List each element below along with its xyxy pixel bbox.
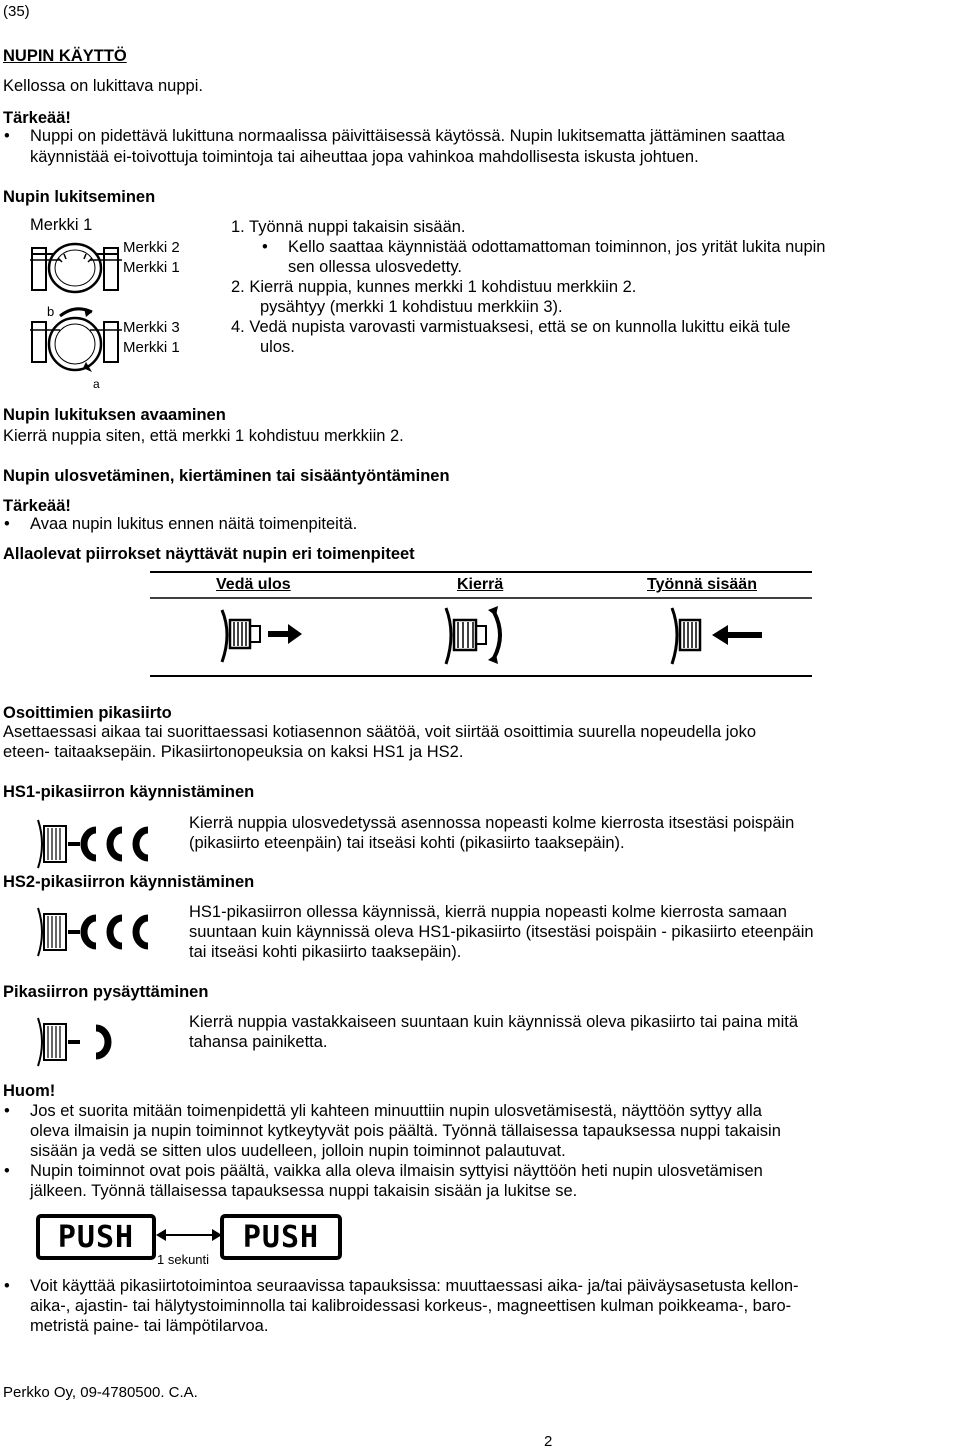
hs1-line-1: Kierrä nuppia ulosvedetyssä asennossa nopeasti kolme kierrosta itsestäsi poispäin [189, 814, 795, 832]
lock-step-1-note-cont: sen ollessa ulosvedetty. [288, 258, 462, 276]
fig-letter-a: a [93, 377, 100, 391]
crown-figure-2 [30, 300, 122, 380]
hs2-line-3: tai itseäsi kohti pikasiirto taaksepäin). [189, 943, 462, 961]
note-b3-l3: metristä paine- tai lämpötilarvoa. [30, 1317, 269, 1335]
diagram-heading: Allaolevat piirrokset näyttävät nupin eri toimenpiteet [3, 545, 415, 563]
pulling-heading: Nupin ulosvetäminen, kiertäminen tai sisääntyöntäminen [3, 467, 450, 485]
interval-label: 1 sekunti [157, 1252, 210, 1267]
push-indicator-left [36, 1214, 156, 1260]
interval-arrow [156, 1228, 222, 1242]
fig2-label-a: Merkki 3 [123, 319, 180, 336]
section-title: NUPIN KÄYTTÖ [3, 47, 127, 65]
mark1-label: Merkki 1 [30, 216, 93, 234]
hs2-line-2: suuntaan kuin käynnissä oleva HS1-pikasiirto (itsestäsi poispäin - pikasiirto eteenpäin [189, 923, 814, 941]
important-bullet: • Nuppi on pidettävä lukittuna normaalissa päivittäisessä käytössä. Nupin lukitsematta jättäminen saattaa [30, 126, 785, 146]
crown-figure-1 [30, 240, 122, 298]
footer-company: Perkko Oy, 09-4780500. C.A. [3, 1384, 198, 1401]
note-b1-l3: sisään ja vedä se sitten ulos uudelleen, jolloin nupin toiminnot palautuvat. [30, 1142, 566, 1160]
quick-line-2: eteen- taitaaksepäin. Pikasiirtonopeuksia on kaksi HS1 ja HS2. [3, 743, 464, 761]
note-heading: Huom! [3, 1082, 56, 1100]
page-number: 2 [544, 1433, 553, 1450]
quick-line-1: Asettaessasi aikaa tai suorittaessasi kotiasennon säätöä, voit siirtää osoittimia suurella nopeudella joko [3, 723, 757, 741]
hs2-rotate-icon [34, 904, 166, 960]
note-b3-l2: aika-, ajastin- tai hälytystoiminnolla tai kalibroidessasi korkeus-, magneettisen kulman poikkeama-, baro- [30, 1297, 792, 1315]
hs1-rotate-icon [34, 816, 166, 872]
lock-step-4-cont: ulos. [260, 338, 295, 356]
crown-rotate-icon [442, 602, 522, 668]
quick-heading: Osoittimien pikasiirto [3, 704, 172, 722]
stop-rotate-icon [34, 1014, 114, 1070]
lock-step-1: 1. Työnnä nuppi takaisin sisään. [231, 218, 466, 236]
col-rotate: Kierrä [457, 576, 504, 593]
pulling-bullet: • Avaa nupin lukitus ennen näitä toimenpiteitä. [30, 514, 357, 534]
stop-line-1: Kierrä nuppia vastakkaiseen suuntaan kuin käynnissä oleva pikasiirto tai paina mitä [189, 1013, 799, 1031]
stop-heading: Pikasiirron pysäyttäminen [3, 983, 209, 1001]
hs2-line-1: HS1-pikasiirron ollessa käynnissä, kierrä nuppia nopeasti kolme kierrosta samaan [189, 903, 787, 921]
hs1-heading: HS1-pikasiirron käynnistäminen [3, 783, 255, 801]
push-text-left: PUSH [57, 1219, 135, 1255]
col-push-in: Työnnä sisään [647, 576, 757, 593]
fig1-label-b: Merkki 1 [123, 259, 180, 276]
push-indicator-right [220, 1214, 342, 1260]
pulling-important: Tärkeää! [3, 497, 71, 515]
lock-step-1-note: • Kello saattaa käynnistää odottamattoman toiminnon, jos yrität lukita nupin [288, 237, 825, 257]
fig2-label-b: Merkki 1 [123, 339, 180, 356]
hs2-heading: HS2-pikasiirron käynnistäminen [3, 873, 255, 891]
note-b2-l1: • Nupin toiminnot ovat pois päältä, vaikka alla oleva ilmaisin syttyisi näyttöön heti nupin ulosvetämisen [30, 1161, 763, 1181]
crown-pull-icon [218, 604, 308, 666]
stop-line-2: tahansa painiketta. [189, 1033, 328, 1051]
push-text-right: PUSH [242, 1219, 320, 1255]
col-pull-out: Vedä ulos [216, 576, 291, 593]
note-b3-l1: • Voit käyttää pikasiirtotoimintoa seuraavissa tapauksissa: muuttaessasi aika- ja/tai päiväysasetusta kellon- [30, 1276, 799, 1296]
intro-text: Kellossa on lukittava nuppi. [3, 77, 203, 95]
crown-push-icon [668, 602, 768, 668]
unlocking-heading: Nupin lukituksen avaaminen [3, 406, 226, 424]
note-b1-l1: • Jos et suorita mitään toimenpidettä yli kahteen minuuttiin nupin ulosvetämisestä, näyttöön syttyy alla [30, 1101, 762, 1121]
fig1-label-a: Merkki 2 [123, 239, 180, 256]
important-bullet-cont: käynnistää ei-toivottuja toimintoja tai aiheuttaa jopa vahinkoa mahdollisesta iskusta johtuen. [30, 148, 699, 166]
hs1-line-2: (pikasiirto eteenpäin) tai itseäsi kohti (pikasiirto taaksepäin). [189, 834, 625, 852]
important-heading: Tärkeää! [3, 109, 71, 127]
unlocking-text: Kierrä nuppia siten, että merkki 1 kohdistuu merkkiin 2. [3, 427, 404, 445]
lock-step-4: 4. Vedä nupista varovasti varmistuaksesi, että se on kunnolla lukittu eikä tule [231, 318, 791, 336]
note-b1-l2: oleva ilmaisin ja nupin toiminnot kytkeytyvät pois päältä. Työnnä tällaisessa tapauksessa nuppi takaisin [30, 1122, 781, 1140]
locking-heading: Nupin lukitseminen [3, 188, 156, 206]
lock-step-2: 2. Kierrä nuppia, kunnes merkki 1 kohdistuu merkkiin 2. [231, 278, 637, 296]
fig-letter-b: b [47, 304, 55, 319]
page-label: (35) [3, 3, 30, 20]
note-b2-l2: jälkeen. Työnnä tällaisessa tapauksessa nuppi takaisin sisään ja lukitse se. [30, 1182, 578, 1200]
lock-step-3: pysähtyy (merkki 1 kohdistuu merkkiin 3). [260, 298, 563, 316]
